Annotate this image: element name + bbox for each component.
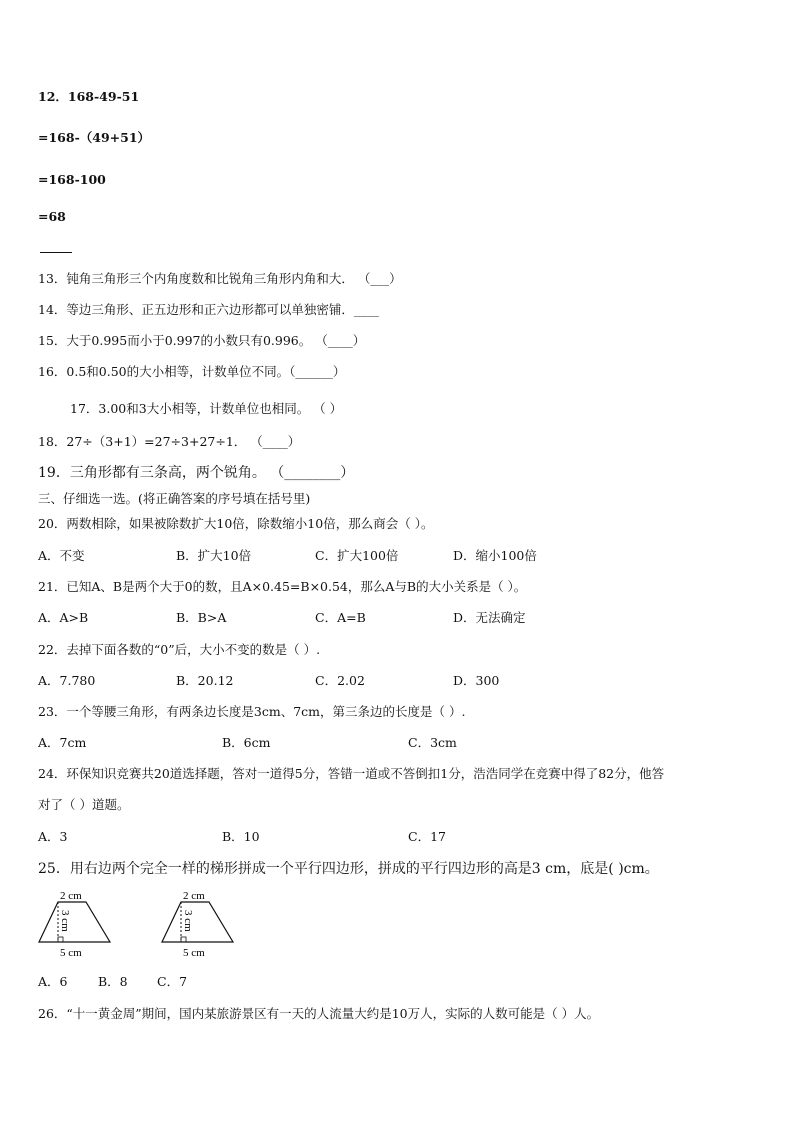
q12-step-3: =68 — [38, 209, 66, 224]
q25-option-a: A．6 — [38, 974, 68, 989]
q23-option-c: C．3cm — [408, 735, 457, 750]
q21-option-b: B．B>A — [176, 610, 227, 625]
q24-stem-line-1: 24．环保知识竞赛共20道选择题，答对一道得5分，答错一道或不答倒扣1分，浩浩同学在竞赛中得了82分，他答 — [38, 766, 665, 781]
trapezoid-left-height-label: 3 cm — [59, 910, 71, 932]
q21-stem: 21．已知A、B是两个大于0的数，且A×0.45=B×0.54，那么A与B的大小关系是（ ）。 — [38, 579, 527, 594]
trapezoid-left-top-label: 2 cm — [60, 890, 82, 902]
section-3-heading: 三、仔细选一选。(将正确答案的序号填在括号里) — [38, 491, 311, 506]
trapezoid-right-bottom-label: 5 cm — [183, 947, 205, 958]
q24-option-c: C．17 — [408, 829, 446, 844]
q22-option-c: C．2.02 — [315, 673, 365, 688]
q16: 16．0.5和0.50的大小相等，计数单位不同。（______） — [38, 364, 346, 379]
q23-option-a: A．7cm — [38, 735, 87, 750]
q12-step-2: =168-100 — [38, 172, 106, 187]
q17: 17．3.00和3大小相等，计数单位也相同。 （ ） — [70, 401, 343, 416]
q26-stem: 26．“十一黄金周”期间，国内某旅游景区有一天的人流量大约是10万人，实际的人数可能是（ ）人。 — [38, 1006, 600, 1021]
q14: 14．等边三角形、正五边形和正六边形都可以单独密铺．____ — [38, 302, 379, 317]
q21-option-c: C．A=B — [315, 610, 366, 625]
q24-option-a: A．3 — [38, 829, 68, 844]
q12-title: 12．168-49-51 — [38, 89, 140, 104]
q25-option-c: C．7 — [157, 974, 188, 989]
q20-option-a: A．不变 — [38, 548, 85, 563]
q24-option-b: B．10 — [222, 829, 260, 844]
q20-option-c: C．扩大100倍 — [315, 548, 399, 563]
q22-stem: 22．去掉下面各数的“0”后，大小不变的数是（ ）. — [38, 642, 321, 657]
q12-answer-blank — [40, 252, 72, 253]
q21-option-d: D．无法确定 — [453, 610, 526, 625]
q19: 19．三角形都有三条高，两个锐角。 （________） — [38, 465, 355, 481]
q20-stem: 20．两数相除，如果被除数扩大10倍，除数缩小10倍，那么商会（ ）。 — [38, 516, 434, 531]
q20-option-d: D．缩小100倍 — [453, 548, 537, 563]
q22-option-a: A．7.780 — [38, 673, 96, 688]
q18: 18．27÷（3+1）=27÷3+27÷1． （____） — [38, 434, 301, 449]
q25-stem: 25．用右边两个完全一样的梯形拼成一个平行四边形，拼成的平行四边形的高是3 cm，底是( )cm。 — [38, 861, 659, 877]
q13: 13．钝角三角形三个内角度数和比锐角三角形内角和大． （___） — [38, 271, 402, 286]
q22-option-d: D．300 — [453, 673, 500, 688]
trapezoid-right-top-label: 2 cm — [183, 890, 205, 902]
trapezoid-figure-right — [157, 886, 239, 958]
trapezoid-right-height-label: 3 cm — [182, 910, 194, 932]
q20-option-b: B．扩大10倍 — [176, 548, 252, 563]
q24-stem-line-2: 对了（ ）道题。 — [38, 797, 130, 812]
q22-option-b: B．20.12 — [176, 673, 234, 688]
q15: 15．大于0.995而小于0.997的小数只有0.996。 （____） — [38, 333, 366, 348]
q12-step-1: =168-（49+51） — [38, 130, 151, 145]
trapezoid-left-bottom-label: 5 cm — [60, 947, 82, 958]
q23-stem: 23．一个等腰三角形，有两条边长度是3cm、7cm，第三条边的长度是（ ）. — [38, 704, 466, 719]
q25-option-b: B．8 — [98, 974, 128, 989]
trapezoid-figure-left — [34, 886, 116, 958]
q21-option-a: A．A>B — [38, 610, 89, 625]
q23-option-b: B．6cm — [222, 735, 271, 750]
